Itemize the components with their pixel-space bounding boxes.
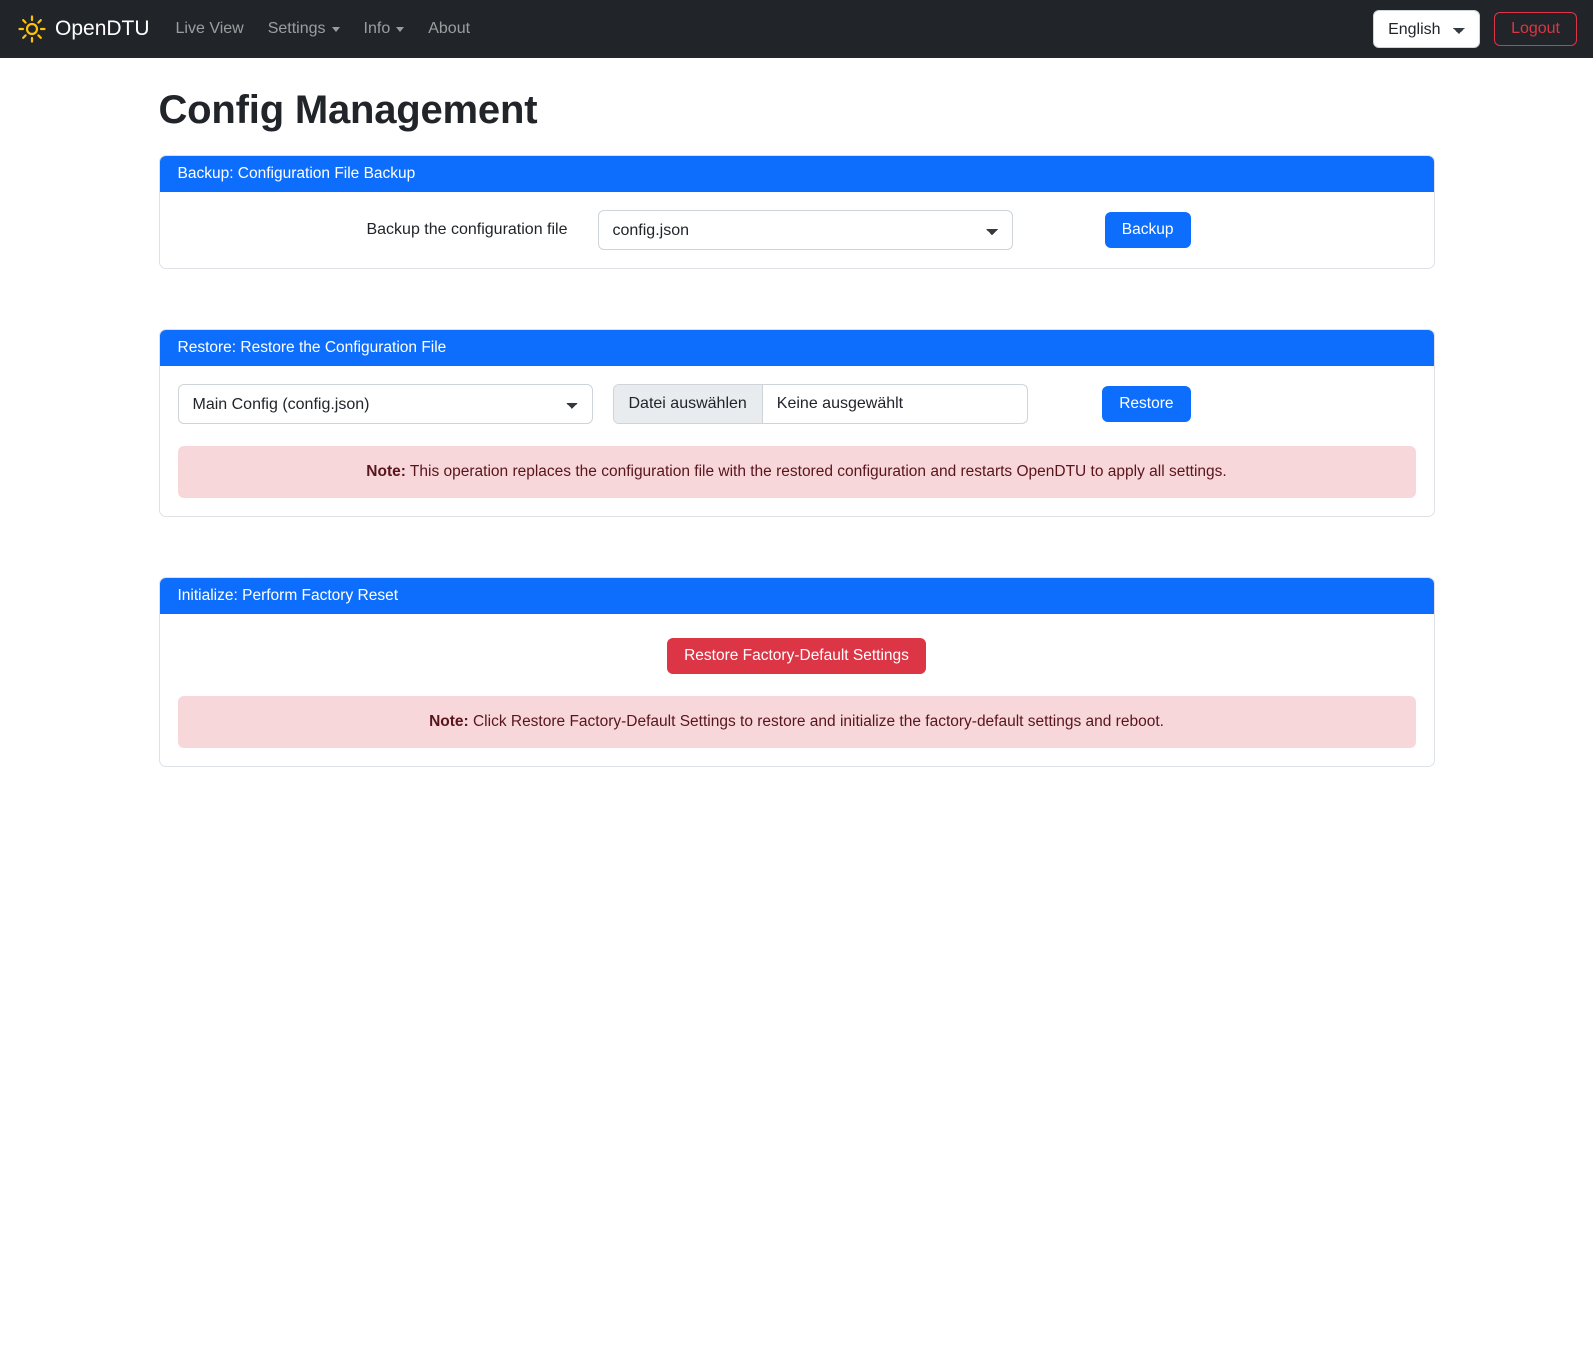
chevron-down-icon [396, 27, 404, 32]
sun-icon [18, 15, 46, 43]
restore-factory-defaults-button[interactable]: Restore Factory-Default Settings [667, 638, 926, 674]
restore-card [159, 329, 1435, 517]
restore-row [178, 384, 1416, 424]
initialize-card [159, 577, 1435, 767]
initialize-note-text: Click Restore Factory-Default Settings to restore and initialize the factory-default settings and reboot. [472, 713, 1164, 730]
backup-card [159, 155, 1435, 269]
restore-card-header: Restore: Restore the Configuration File [160, 330, 1434, 366]
backup-button[interactable]: Backup [1105, 212, 1191, 248]
initialize-note [178, 696, 1416, 748]
backup-card-body [160, 192, 1434, 268]
backup-file-select[interactable] [598, 210, 1013, 250]
restore-button[interactable]: Restore [1102, 386, 1190, 422]
chevron-down-icon [332, 27, 340, 32]
restore-type-select[interactable] [178, 384, 593, 424]
nav-item-info[interactable] [352, 12, 417, 46]
restore-note-text: This operation replaces the configuration file with the restored configuration and restarts OpenDTU to apply all settings. [409, 463, 1227, 480]
restore-file-input[interactable] [613, 384, 1028, 424]
nav-item-settings[interactable] [256, 12, 352, 46]
initialize-card-body [160, 614, 1434, 766]
restore-card-body [160, 366, 1434, 516]
factory-reset-row [178, 632, 1416, 674]
backup-row [178, 210, 1416, 250]
brand-logo[interactable] [18, 15, 150, 43]
nav-item-live-view[interactable] [164, 12, 256, 46]
language-select[interactable] [1373, 10, 1480, 48]
nav-links [164, 12, 483, 46]
restore-note [178, 446, 1416, 498]
initialize-card-header: Initialize: Perform Factory Reset [160, 578, 1434, 614]
backup-label: Backup the configuration file [366, 221, 568, 238]
backup-card-header: Backup: Configuration File Backup [160, 156, 1434, 192]
nav-item-about[interactable] [416, 12, 482, 46]
navbar-right-group [1373, 10, 1577, 48]
nav-item-label: Settings [267, 20, 326, 37]
nav-item-label: About [428, 20, 471, 37]
nav-item-label: Info [363, 20, 391, 37]
chosen-file-name: Keine ausgewählt [776, 395, 904, 412]
top-navbar [0, 0, 1593, 58]
choose-file-button[interactable]: Datei auswählen [614, 385, 763, 423]
nav-item-label: Live View [175, 20, 244, 37]
logout-button[interactable]: Logout [1494, 12, 1577, 46]
page-container [147, 88, 1447, 767]
brand-label: OpenDTU [55, 17, 150, 40]
restore-note-prefix: Note: [366, 463, 406, 480]
initialize-note-prefix: Note: [429, 713, 469, 730]
page-title: Config Management [158, 88, 538, 132]
